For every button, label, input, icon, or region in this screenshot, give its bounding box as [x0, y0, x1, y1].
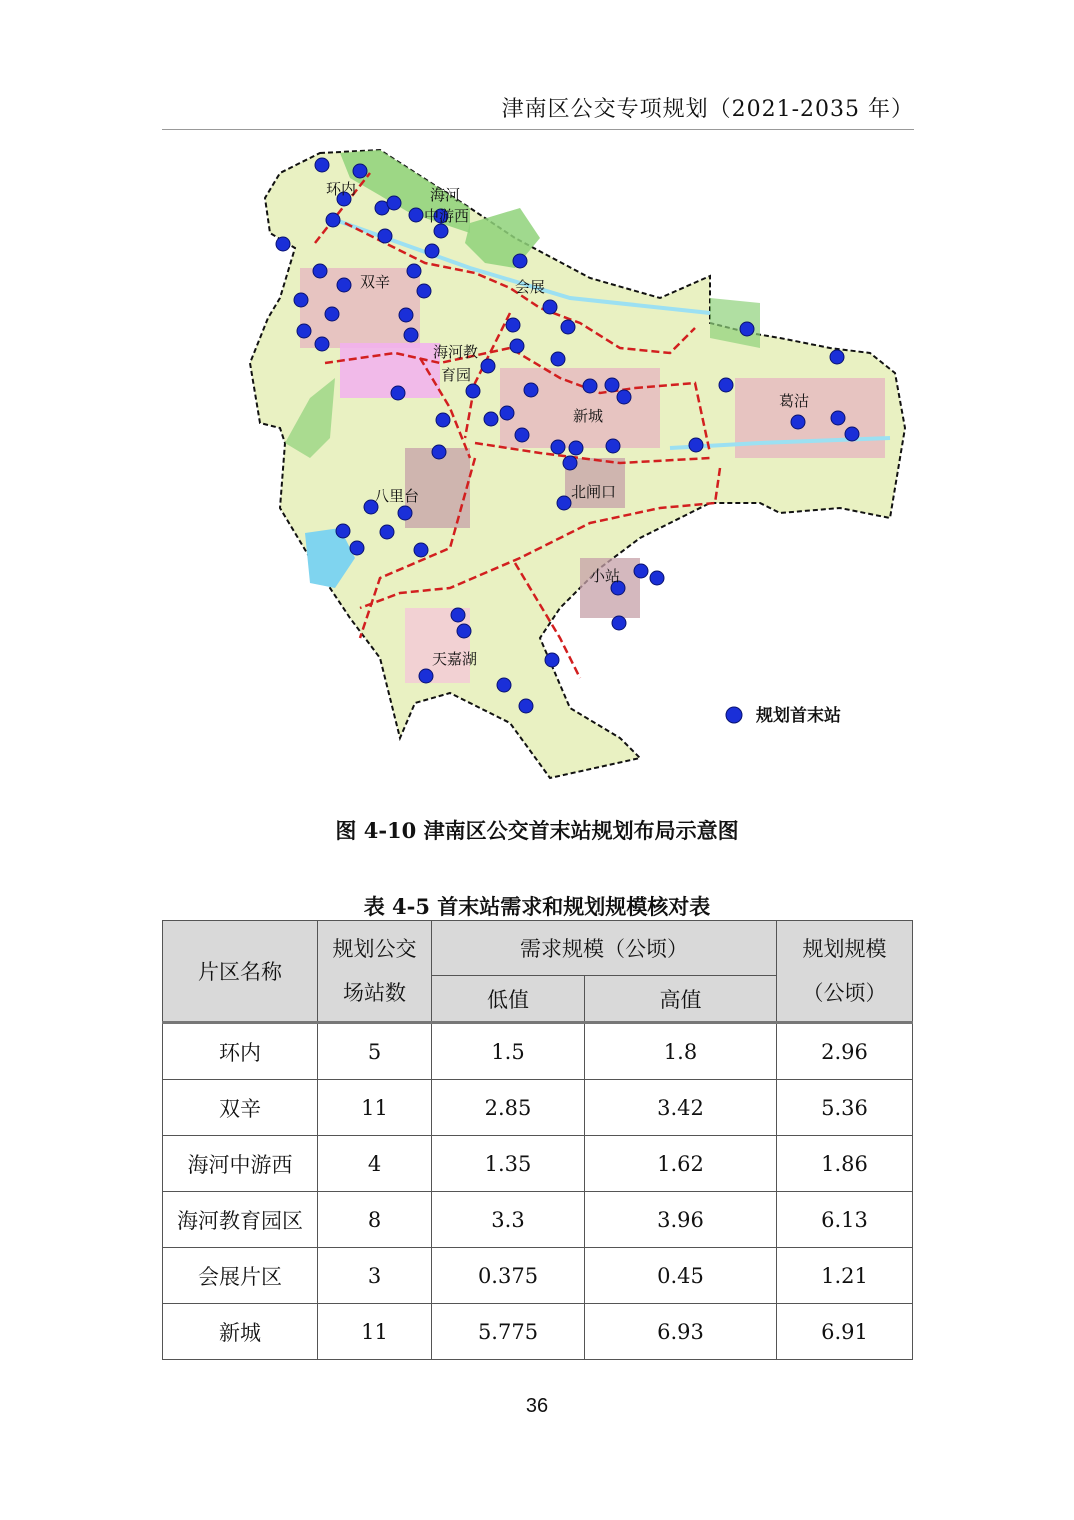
cell-plan: 1.86	[777, 1136, 913, 1192]
cell-plan: 6.91	[777, 1304, 913, 1360]
station-marker	[325, 307, 339, 321]
header-rule	[162, 129, 914, 130]
station-marker	[313, 264, 327, 278]
station-marker	[276, 237, 290, 251]
station-marker	[380, 525, 394, 539]
station-marker	[513, 254, 527, 268]
station-marker	[524, 383, 538, 397]
cell-high: 1.8	[585, 1023, 777, 1080]
table-row	[163, 1192, 913, 1248]
cell-high: 3.42	[585, 1080, 777, 1136]
map-label-huizhan: 会展	[515, 279, 546, 296]
header-stations-line2: 场站数	[343, 981, 406, 1005]
station-marker	[561, 320, 575, 334]
station-marker	[791, 415, 805, 429]
station-marker	[497, 678, 511, 692]
station-marker	[569, 441, 583, 455]
cell-area: 海河教育园区	[163, 1192, 318, 1248]
station-marker	[689, 438, 703, 452]
cell-stations: 3	[318, 1248, 432, 1304]
station-marker	[617, 390, 631, 404]
station-marker	[612, 616, 626, 630]
station-marker	[407, 264, 421, 278]
station-marker	[466, 384, 480, 398]
map-label-haihejiao: 海河教	[433, 344, 479, 361]
station-marker	[432, 445, 446, 459]
station-marker	[436, 413, 450, 427]
cell-area: 双辛	[163, 1080, 318, 1136]
header-plan-line2: （公顷）	[802, 981, 887, 1005]
map-label-haihe: 海河	[430, 187, 461, 204]
station-marker	[583, 379, 597, 393]
station-marker	[557, 496, 571, 510]
cell-low: 1.5	[432, 1023, 585, 1080]
page-number: 36	[525, 1395, 549, 1417]
cell-stations: 8	[318, 1192, 432, 1248]
station-marker	[650, 571, 664, 585]
running-header-title: 津南区公交专项规划（2021-2035 年）	[501, 97, 914, 122]
map-label-xincheng: 新城	[573, 408, 604, 425]
cell-area: 环内	[163, 1023, 318, 1080]
station-marker	[414, 543, 428, 557]
cell-low: 0.375	[432, 1248, 585, 1304]
cell-area: 海河中游西	[163, 1136, 318, 1192]
station-marker	[500, 406, 514, 420]
station-marker	[417, 284, 431, 298]
station-scale-table	[162, 920, 913, 1360]
urban-block	[580, 558, 640, 618]
station-marker	[326, 213, 340, 227]
station-marker	[350, 541, 364, 555]
cell-low: 2.85	[432, 1080, 585, 1136]
map-label-xiaozhan: 小站	[590, 568, 621, 585]
station-marker	[409, 208, 423, 222]
station-marker	[404, 328, 418, 342]
station-marker	[551, 352, 565, 366]
station-marker	[519, 699, 533, 713]
header-stations-line1: 规划公交	[332, 937, 417, 961]
station-marker	[634, 564, 648, 578]
station-marker	[294, 293, 308, 307]
table-row	[163, 1136, 913, 1192]
station-marker	[551, 440, 565, 454]
cell-low: 5.775	[432, 1304, 585, 1360]
campus-block	[340, 343, 440, 398]
table-row	[163, 1023, 913, 1080]
map-label-huannei: 环内	[326, 181, 357, 198]
cell-high: 3.96	[585, 1192, 777, 1248]
station-marker	[831, 411, 845, 425]
figure-caption: 图 4-10 津南区公交首末站规划布局示意图	[335, 818, 739, 843]
station-marker	[315, 158, 329, 172]
cell-area: 新城	[163, 1304, 318, 1360]
table-row	[163, 1304, 913, 1360]
cell-high: 0.45	[585, 1248, 777, 1304]
station-marker	[315, 337, 329, 351]
station-marker	[606, 439, 620, 453]
station-marker	[543, 300, 557, 314]
cell-high: 6.93	[585, 1304, 777, 1360]
cell-plan: 6.13	[777, 1192, 913, 1248]
station-marker	[419, 669, 433, 683]
cell-low: 3.3	[432, 1192, 585, 1248]
station-marker	[399, 308, 413, 322]
map-label-shuangxin: 双辛	[360, 274, 391, 291]
urban-block	[735, 378, 885, 458]
header-demand: 需求规模（公顷）	[432, 921, 777, 976]
station-marker	[845, 427, 859, 441]
table-row	[163, 1248, 913, 1304]
cell-low: 1.35	[432, 1136, 585, 1192]
station-marker	[740, 322, 754, 336]
map-label-balitai: 八里台	[374, 488, 420, 505]
station-marker	[337, 278, 351, 292]
cell-stations: 4	[318, 1136, 432, 1192]
station-marker	[830, 350, 844, 364]
header-plan-line1: 规划规模	[802, 937, 887, 961]
map-label-gegu: 葛沽	[779, 393, 810, 410]
station-marker	[484, 412, 498, 426]
map-label-zhongyouxi: 中游西	[424, 208, 470, 225]
station-marker	[353, 164, 367, 178]
cell-stations: 5	[318, 1023, 432, 1080]
station-marker	[515, 428, 529, 442]
map-label-beizhakou: 北闸口	[571, 484, 617, 501]
station-marker	[451, 608, 465, 622]
station-marker	[605, 378, 619, 392]
cell-plan: 5.36	[777, 1080, 913, 1136]
station-marker	[481, 359, 495, 373]
cell-stations: 11	[318, 1304, 432, 1360]
table-caption: 表 4-5 首末站需求和规划规模核对表	[363, 894, 711, 919]
station-marker	[510, 339, 524, 353]
cell-high: 1.62	[585, 1136, 777, 1192]
header-stations	[318, 921, 432, 1023]
station-marker	[336, 524, 350, 538]
table-row	[163, 1080, 913, 1136]
station-marker	[378, 229, 392, 243]
map-label-yuyuan: 育园	[441, 367, 472, 384]
legend-label: 规划首末站	[756, 706, 841, 725]
cell-plan: 1.21	[777, 1248, 913, 1304]
station-marker	[391, 386, 405, 400]
cell-area: 会展片区	[163, 1248, 318, 1304]
station-marker	[457, 624, 471, 638]
station-marker	[545, 653, 559, 667]
station-marker	[434, 224, 448, 238]
map-label-tianjiahu: 天嘉湖	[432, 651, 478, 668]
station-marker	[563, 456, 577, 470]
header-high: 高值	[585, 976, 777, 1023]
cell-stations: 11	[318, 1080, 432, 1136]
station-marker	[425, 244, 439, 258]
header-low: 低值	[432, 976, 585, 1023]
station-marker	[297, 324, 311, 338]
header-area: 片区名称	[163, 921, 318, 1023]
station-marker	[719, 378, 733, 392]
station-marker	[387, 196, 401, 210]
cell-plan: 2.96	[777, 1023, 913, 1080]
station-layout-map	[240, 138, 970, 803]
blue-dot-icon	[726, 707, 742, 723]
station-marker	[398, 506, 412, 520]
header-plan	[777, 921, 913, 1023]
station-marker	[506, 318, 520, 332]
